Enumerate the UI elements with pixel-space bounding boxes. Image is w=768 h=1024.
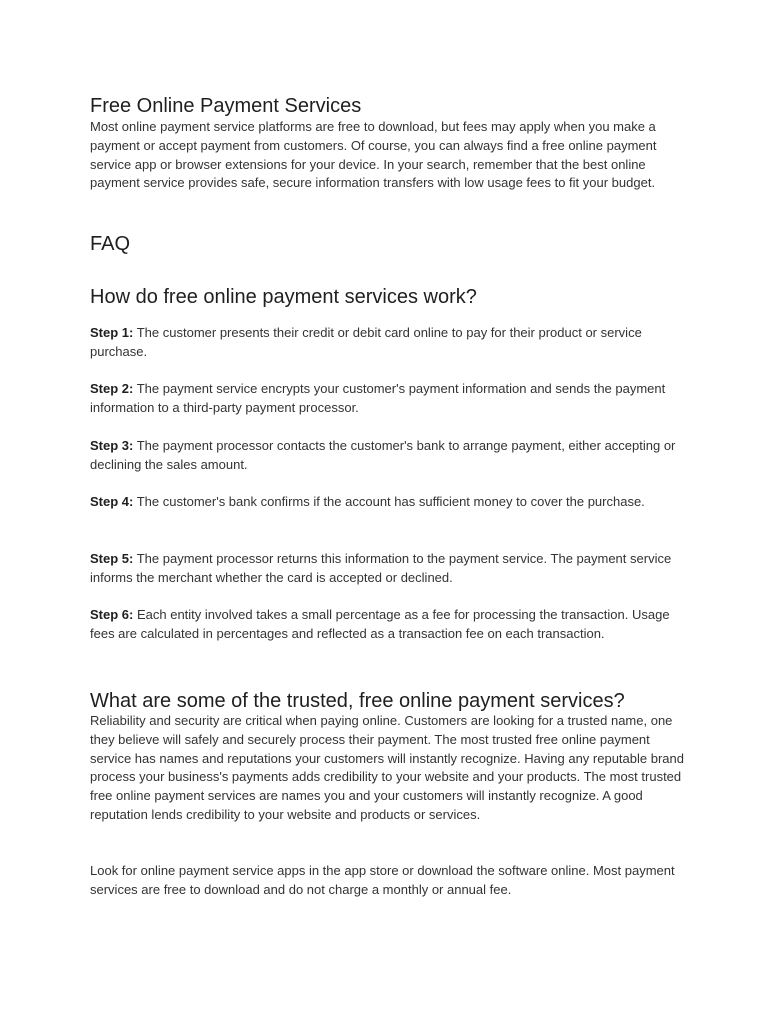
step-text: The payment service encrypts your customer's payment information and sends the payment information to a third-party payment processor. bbox=[90, 381, 666, 415]
faq-question-trusted-services: What are some of the trusted, free online payment services? bbox=[90, 690, 625, 712]
step-label: Step 2: bbox=[90, 381, 134, 396]
trusted-services-paragraph-2: Look for online payment service apps in the app store or download the software online. Most payment services are free to download and do not charge a monthly or annual fee. bbox=[90, 863, 675, 897]
step-text: The customer presents their credit or debit card online to pay for their product or service purchase. bbox=[90, 325, 642, 359]
step-text: The payment processor returns this information to the payment service. The payment service informs the merchant whether the card is accepted or declined. bbox=[90, 551, 672, 585]
step-paragraph-4 bbox=[90, 493, 690, 512]
step-label: Step 5: bbox=[90, 551, 134, 566]
step-label: Step 6: bbox=[90, 607, 134, 622]
faq-question-how-it-works: How do free online payment services work? bbox=[90, 286, 477, 308]
step-label: Step 4: bbox=[90, 494, 134, 509]
step-paragraph-2 bbox=[90, 380, 690, 418]
step-paragraph-5 bbox=[90, 550, 690, 588]
section-title-free-online-payment-services: Free Online Payment Services bbox=[90, 95, 362, 117]
intro-paragraph: Most online payment service platforms are free to download, but fees may apply when you make a payment or accept payment from customers. Of course, you can always find a free online payment service app or browser extensions for your device. In your search, remember that the best online payment service provides safe, secure information transfers with low usage fees to fit your budget. bbox=[90, 119, 657, 191]
step-paragraph-6 bbox=[90, 606, 680, 644]
step-label: Step 1: bbox=[90, 325, 134, 340]
step-text: Each entity involved takes a small percentage as a fee for processing the transaction. Usage fees are calculated in percentages and reflected as a transaction fee on each transaction. bbox=[90, 607, 670, 641]
step-paragraph-1 bbox=[90, 324, 690, 362]
step-text: The customer's bank confirms if the account has sufficient money to cover the purchase. bbox=[136, 494, 645, 509]
step-text: The payment processor contacts the customer's bank to arrange payment, either accepting or declining the sales amount. bbox=[90, 438, 676, 472]
step-label: Step 3: bbox=[90, 438, 134, 453]
trusted-services-paragraph-1: Reliability and security are critical when paying online. Customers are looking for a trusted name, one they believe will safely and securely process their payment. The most trusted free online payment service has names and reputations your customers will instantly recognize. Having any reputable brand process your business's payments adds credibility to your website and your products. The most trusted free online payment services are names you and your customers will instantly recognize. A good reputation lends credibility to your website and products or services. bbox=[90, 713, 684, 822]
step-paragraph-3 bbox=[90, 437, 690, 475]
faq-heading: FAQ bbox=[90, 233, 131, 255]
